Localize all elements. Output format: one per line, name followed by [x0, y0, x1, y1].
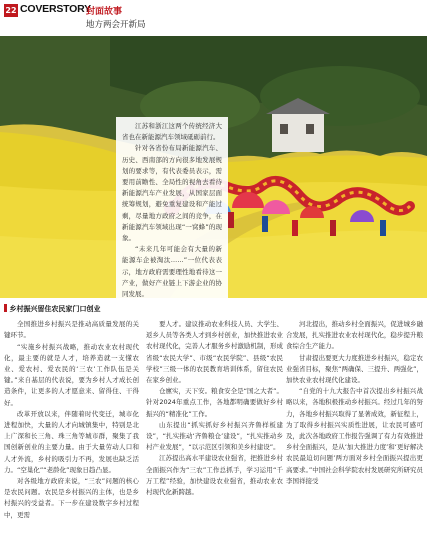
paragraph: 江苏和浙江这两个传统经济大省也在新能源汽车领域砥砺前行。 — [122, 122, 222, 142]
column-title: 地方两会开新局 — [86, 20, 146, 30]
paragraph: “未来几年可能会有大量的新能源车企被淘汰……”一位代表表示，地方政府需要理性地看待这一产业，做好产业链上下游企业的协同发展。 — [122, 245, 222, 299]
paragraph: 河北提出，推动乡村全面振兴，促进城乡融合发展，扎实推进农业农村现代化，稳步提升粮食综合生产能力。 — [286, 320, 423, 351]
page-header — [0, 0, 427, 40]
paragraph: 全国推进乡村振兴是推动高质量发展的关键环节。 — [4, 320, 139, 340]
paragraph: 山东提出“抓实抓好乡村振兴齐鲁样板建设”，“扎实推动‘齐鲁粮仓’建设”，“扎实推动乡村产业发展”，“以示范区引领和美乡村建设”。 — [146, 420, 283, 452]
paragraph: 仓廪实，天下安。粮食安全是“国之大者”。针对2024年重点工作，各地都明确要做好乡村振兴的“精准化”工作。 — [146, 387, 283, 418]
paragraph: 改革开放以来，伴随着时代变迁，城市化进程加快，大量的人才向城镇集中，特别是北上广深和长三角、珠三角等城市群，聚集了我国创新创业的主要力量。由于大量劳动人口和人才外流，乡村的吸引力不再，发展也缺乏活力。“空巢化”“老龄化”现象日趋凸显。 — [4, 409, 139, 474]
article-column-4 — [286, 319, 423, 558]
paragraph: 针对各省份布局新能源汽车、历史、西南部的方向很多地发展规划的要求等，有代表委员表示，需要用前瞻性、全局性的视角去看待新能源汽车产业发展，从国家层面统筹规划，避免重复建设和产能过剩，尽量地方政府之间的竞争，在新能源汽车领域出现“一窝蜂”的现象。 — [122, 144, 222, 243]
paragraph: 江苏提出高水平建设农业强省，把推进乡村全面振兴作为“三农”工作总抓手，学习运用“千万工程”经验，加快建设农业强省，推动农业农村现代化新跨越。 — [146, 454, 283, 497]
paragraph: “实施乡村振兴战略，推动农业农村现代化，最主要的就是人才，培养造就一支懂农业、爱农村、爱农民的‘三农’工作队伍是关键。”来自基层的代表说，要为乡村人才成长创造条件，让更多的人才愿意来、留得住、干得好。 — [4, 342, 139, 407]
article-column-2 — [4, 297, 143, 558]
subheading-text: 乡村振兴留住农民家门口创业 — [9, 305, 101, 313]
article-column-3 — [146, 319, 283, 558]
subheading — [4, 304, 139, 315]
article-column-1 — [116, 117, 228, 299]
paragraph: 甘肃提出要更大力度推进乡村振兴，稳定农业强省目标，聚焦“两确保、三提升、两强化”，加快农业农村现代化建设。 — [286, 353, 423, 385]
subheading-marker — [4, 304, 7, 312]
section-title-en: COVERSTORY — [20, 3, 91, 15]
paragraph: 要人才。建议推动农业科技人员、大学生、返乡人员等各类人才到乡村创业，加快推进农业农村现代化，完善人才服务乡村激励机制，形成省级“农民大学”、市级“农民学院”、县级“农民学校”三级一体的农民教育培训体系，留住农民在家乡创业。 — [146, 320, 283, 385]
section-title-cn: 封面故事 — [86, 7, 123, 17]
paragraph: “自党的十九大报告中首次提出乡村振兴战略以来，各地积极推动乡村振兴。经过几年的努力，各地乡村振兴取得了显著成效，新征程上，为了取得乡村振兴实质性进展，让农民可感可及，此次各地政府工作报告强调了有力有效推进乡村全面振兴，是从‘加大推进力度’和‘更好解决农民最迫切问题’两方面对乡村全面振兴提出更高要求。”中国社会科学院农村发展研究所研究员李国祥接受 — [286, 387, 423, 485]
paragraph: 对各级地方政府来说，“三农”问题的核心是农民问题。农民是乡村振兴的主体，也是乡村振兴的受益者。下一步在建设数字乡村过程中，更需 — [4, 477, 139, 519]
page-number: 22 — [5, 6, 17, 15]
